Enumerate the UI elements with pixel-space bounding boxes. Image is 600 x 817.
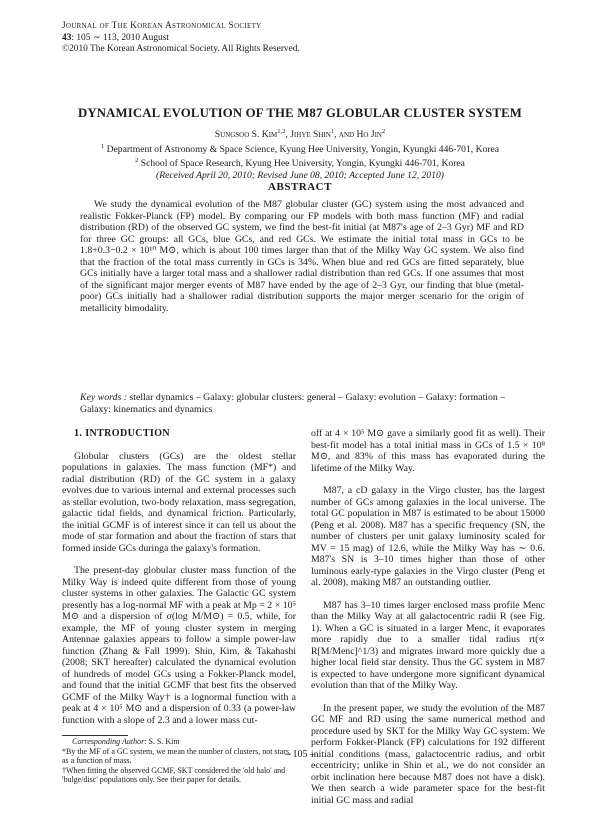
author-2: Jihye Shin <box>290 129 331 141</box>
journal-header <box>62 21 300 56</box>
intro-paragraph-5: In the present paper, we study the evolution of the M87 GC MF and RD using the same numerical method and procedure used by SKT for the Milky Way GC system. We perform Fokker-Planck (FP) calculations for 192 different initial conditions (mass, galactocentric radius, and orbit eccentricity; unlike in Shin et al., we do not consider an orbit inclination here because M87 does not have a disk). We then search a wide parameter space for the best-fit initial GC mass and radial <box>311 702 545 806</box>
author-line: Sungsoo S. Kim$^{1,2}$, Jihye Shin$^1$, and Ho Jin$^2$ <box>214 128 386 141</box>
keywords-label: Key words : <box>80 392 127 403</box>
footnotes <box>62 737 296 785</box>
copyright-line: ©2010 The Korean Astronomical Society. All Rights Reserved. <box>62 44 300 54</box>
author-3-affil: 2 <box>381 128 386 135</box>
abstract-heading: ABSTRACT <box>268 181 332 193</box>
intro-paragraph-4: M87 has 3–10 times larger enclosed mass profile Menc than the Milky Way at all galactocentric radii R (see Fig. 1). When a GC is situated in a larger Menc, it evaporates more rapidly due to a smaller tidal radius rt(∝ R[M/Menc]^1/3) and migrates inward more quickly due a higher local field star density. Thus the GC system in M87 is expected to have undergone more significant dynamical evolution than that of the Milky Way. <box>311 599 545 691</box>
intro-paragraph-3: M87, a cD galaxy in the Virgo cluster, has the largest number of GCs among galaxies in the local universe. The total GC population in M87 is estimated to be about 15000 (Peng et al. 2008). M87 has a specific frequency (SN, the number of clusters per unit galaxy luminosity scaled for MV = 15 mag) of 12.6, while the Milky Way has ∼ 0.6. M87's SN is 3–10 times higher than those of other luminous early-type galaxies in the Virgo cluster (Peng et al. 2008), making M87 an outstanding outlier. <box>311 485 545 588</box>
author-2-affil: 1 <box>330 128 335 135</box>
affiliation-1-text: Department of Astronomy & Space Science, Kyung Hee University, Yongin, Kyungki 446-701, Korea <box>106 143 500 155</box>
corresponding-name: : S. S. Kim <box>144 737 180 746</box>
author-and: and <box>338 129 355 141</box>
volume-number: 43 <box>62 32 72 43</box>
paper-title: DYNAMICAL EVOLUTION OF THE M87 GLOBULAR CLUSTER SYSTEM <box>77 106 523 120</box>
page-number: – 105 – <box>285 749 315 760</box>
keywords <box>80 392 524 415</box>
corresponding-author <box>62 737 296 747</box>
footnote-rule <box>62 735 128 736</box>
issue-line: : 105 ∼ 113, 2010 August <box>71 32 169 43</box>
affiliation-1 <box>0 141 600 156</box>
author-1: Sungsoo S. Kim <box>214 129 278 141</box>
footnote-1: *By the MF of a GC system, we mean the number of clusters, not stars, as a function of mass. <box>62 746 292 766</box>
received-dates: (Received April 20, 2010; Revised June 08, 2010; Accepted June 12, 2010) <box>156 170 444 182</box>
keywords-text: stellar dynamics – Galaxy: globular clusters: general – Galaxy: evolution – Galaxy: formation – Galaxy: kinematics and dynamics <box>80 392 506 415</box>
volume-line <box>62 33 300 45</box>
author-1-affil: 1,2 <box>277 128 286 135</box>
corresponding-label: Corresponding Author <box>72 737 145 746</box>
affiliation-1-mark: 1 <box>100 142 105 150</box>
affiliation-2-text: School of Space Research, Kyung Hee University, Yongin, Kyungki 446-701, Korea <box>140 158 465 170</box>
affiliation-2-mark: 2 <box>135 157 139 165</box>
intro-paragraph-1: Globular clusters (GCs) are the oldest stellar populations in galaxies. The mass function (MF*) and radial distribution (RD) of the GC system in a galaxy evolves due to various internal and external processes such as stellar evolution, two-body relaxation, mass segregation, galactic tidal fields, and dynamical friction. Particularly, the initial GCMF is of interest since it can tell us about the mode of star formation and about the fraction of stars that formed inside GCs duringa the galaxy's formation. <box>62 450 296 554</box>
author-block <box>0 126 600 182</box>
section-heading: 1. INTRODUCTION <box>74 428 171 439</box>
intro-paragraph-2-cont: off at 4 × 10⁵ M⊙ gave a similarly good fit as well). Their best-fit model has a total initial mass in GCs of 1.5 × 10⁸ M⊙, and 83% of this mass has evaporated during the lifetime of the Milky Way. <box>311 428 545 474</box>
author-3: Ho Jin <box>356 129 382 141</box>
journal-name: Journal of The Korean Astronomical Society <box>62 21 262 31</box>
affiliation-2 <box>0 155 600 170</box>
footnote-2: †When fitting the observed GCMF, SKT considered the 'old halo' and 'bulge/disc' populations only. See their paper for details. <box>62 765 286 785</box>
left-column <box>62 428 296 726</box>
intro-paragraph-2: The present-day globular cluster mass function of the Milky Way is indeed quite different from those of young cluster systems in other galaxies. The Galactic GC system presently has a log-normal MF with a peak at Mp = 2 × 10⁵ M⊙ and a dispersion of σ(log M/M⊙) = 0.5, while, for example, the MF of young cluster system in merging Antennae galaxies appears to follow a simple power-law function (Zhang & Fall 1999). Shin, Kim, & Takahashi (2008; SKT hereafter) calculated the dynamical evolution of hundreds of model GCs using a Fokker-Planck model, and found that the initial GCMF that best fits the observed GCMF of the Milky Way† is a lognormal function with a peak at 4 × 10⁵ M⊙ and a dispersion of 0.33 (a power-law function with a slope of 2.3 and a lower mass cut- <box>62 565 296 726</box>
abstract-text: We study the dynamical evolution of the M87 globular cluster (GC) system using the most advanced and realistic Fokker-Planck (FP) model. By comparing our FP models with both mass function (MF) and radial distribution (RD) of the observed GC system, we find the best-fit initial (at M87's age of 2–3 Gyr) MF and RD for three GC groups: all GCs, blue GCs, and red GCs. We estimate the initial total mass in GCs to be 1.8+0.3−0.2 × 10¹⁰ M⊙, which is about 100 times larger than that of the Milky Way GC system. We also find that the fraction of the total mass currently in GCs is 34%. When blue and red GCs are fitted separately, blue GCs initially have a larger total mass and a shallower radial distribution than red GCs. If one assumes that most of the significant major merger events of M87 have ended by the age of 2–3 Gyr, our finding that blue (metal-poor) GCs initially had a shallower radial distribution supports the major merger scenario for the origin of metallicity bimodality. <box>80 199 524 314</box>
